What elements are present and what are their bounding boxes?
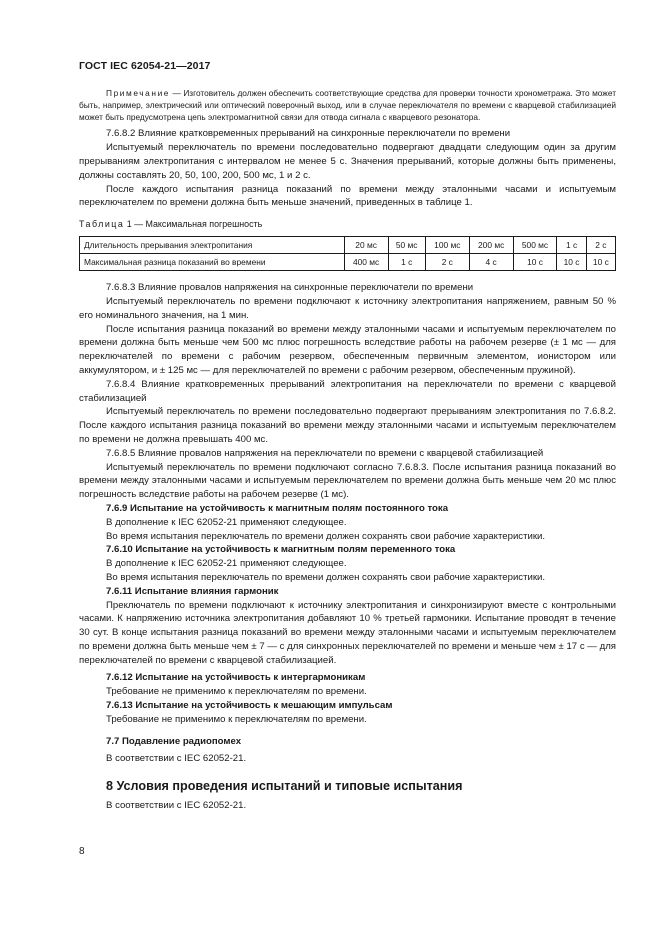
table-cell: 2 с <box>586 237 615 254</box>
table-cell: 2 с <box>425 254 469 271</box>
table-cell: 10 с <box>586 254 615 271</box>
paragraph: В дополнение к IEC 62052-21 применяют следующее. <box>106 558 347 570</box>
section-8-heading: 8 Условия проведения испытаний и типовые испытания <box>106 779 463 794</box>
max-error-table <box>79 236 616 271</box>
table-cell: 50 мс <box>388 237 425 254</box>
table-caption-label: Таблица <box>79 219 125 230</box>
document-code-header: ГОСТ IEC 62054-21—2017 <box>79 60 211 72</box>
section-7-7-heading: 7.7 Подавление радиопомех <box>106 735 242 747</box>
section-7-6-10-heading: 7.6.10 Испытание на устойчивость к магнитным полям переменного тока <box>106 544 456 556</box>
subsection-7-6-8-3-heading: 7.6.8.3 Влияние провалов напряжения на синхронные переключатели по времени <box>106 282 474 294</box>
note-paragraph <box>79 88 616 123</box>
paragraph: После каждого испытания разница показаний по времени между эталонными часами и испытуемым переключателем по времени должна быть меньше значений, приведенных в таблице 1. <box>79 183 616 209</box>
note-label: Примечание <box>106 88 171 98</box>
table-row <box>80 254 616 271</box>
table-row-label: Максимальная разница показаний во времени <box>80 254 345 271</box>
paragraph: В соответствии с IEC 62052-21. <box>106 753 247 765</box>
table-cell: 200 мс <box>469 237 513 254</box>
table-cell: 1 с <box>388 254 425 271</box>
paragraph: Требование не применимо к переключателям по времени. <box>106 713 367 725</box>
paragraph: Испытуемый переключатель по времени последовательно подвергают двадцати следующим один за другим прерываниям электропитания с интервалом не менее 5 с. Значения прерываний, которые должны быть применены, должны составлять 20, 50, 100, 200, 500 мс, 1 и 2 с. <box>79 142 616 181</box>
table-cell: 10 с <box>557 254 586 271</box>
table-cell: 20 мс <box>344 237 388 254</box>
section-7-6-11-heading: 7.6.11 Испытание влияния гармоник <box>106 585 279 597</box>
paragraph: Требование не применимо к переключателям по времени. <box>106 686 367 698</box>
table-cell: 500 мс <box>513 237 557 254</box>
paragraph: Испытуемый переключатель по времени подключают к источнику электропитания напряжением, равным 50 % его номинального значения, на 1 мин. <box>79 295 616 321</box>
table-cell: 10 с <box>513 254 557 271</box>
subsection-7-6-8-2-heading: 7.6.8.2 Влияние кратковременных прерываний на синхронные переключатели по времени <box>106 128 511 140</box>
subsection-7-6-8-5-heading: 7.6.8.5 Влияние провалов напряжения на переключатели по времени с кварцевой стабилизацией <box>106 447 544 459</box>
paragraph: После испытания разница показаний во времени между эталонными часами и испытуемым переключателем по времени должна быть меньше чем 500 мс плюс погрешность вследствие работы на рабочем резерве (± 1 мс — для переключателей по времени с рабочим резервом, обеспеченным первичным элементом, ионистором или аккумулятором, и ± 125 мс — для переключателей по времени с рабочим резервом, обеспеченным пружиной). <box>79 323 616 376</box>
table-row <box>80 237 616 254</box>
table-row-label: Длительность прерывания электропитания <box>80 237 345 254</box>
table-caption <box>79 218 616 230</box>
paragraph: В соответствии с IEC 62052-21. <box>106 800 247 812</box>
paragraph: Преключатель по времени подключают к источнику электропитания и синхронизируют вместе с контрольными часами. К напряжению источника электропитания добавляют 10 % третьей гармоники. Испытание проводят в течение 30 сут. В конце испытания разница показаний во времени между эталонными часами и испытуемым переключателем по времени должна быть меньше чем ± 7 — с для синхронных переключателей по времени и меньше чем ± 17 с — для переключателей по времени с кварцевой стабилизацией. <box>79 599 616 666</box>
paragraph: Во время испытания переключатель по времени должен сохранять свои рабочие характеристики. <box>106 530 546 542</box>
table-cell: 400 мс <box>344 254 388 271</box>
paragraph: Во время испытания переключатель по времени должен сохранять свои рабочие характеристики. <box>106 571 546 583</box>
note-text: — Изготовитель должен обеспечить соответствующие средства для проверки точности хронометража. Это может быть, например, электрический или оптический поверочный выход, или в случае переключателя по времени с кварцевой стабилизацией может быть предусмотрена цепь электромагнитной связи для отвода сигнала с кварцевого резонатора. <box>79 88 616 122</box>
table-cell: 4 с <box>469 254 513 271</box>
page-number: 8 <box>79 846 85 857</box>
page-content <box>79 88 616 813</box>
paragraph: Испытуемый переключатель по времени последовательно подвергают прерываниям электропитания по 7.6.8.2. После каждого испытания разница показаний во времени между эталонными часами и испытуемым переключателем по времени не должна превышать 400 мс. <box>79 406 616 445</box>
paragraph: В дополнение к IEC 62052-21 применяют следующее. <box>106 516 347 528</box>
table-caption-text: 1 — Максимальная погрешность <box>124 219 263 230</box>
table-cell: 1 с <box>557 237 586 254</box>
section-7-6-12-heading: 7.6.12 Испытание на устойчивость к интергармоникам <box>106 672 366 684</box>
paragraph: Испытуемый переключатель по времени подключают согласно 7.6.8.3. После испытания разница показаний во времени между эталонными часами и испытуемым переключателем по времени должна быть меньше чем 20 мс плюс погрешность вследствие работы на рабочем резерве (1 мс). <box>79 461 616 501</box>
subsection-7-6-8-4-heading: 7.6.8.4 Влияние кратковременных прерываний электропитания на переключатели по времени с кварцевой стабилизацией <box>79 378 616 404</box>
section-7-6-9-heading: 7.6.9 Испытание на устойчивость к магнитным полям постоянного тока <box>106 502 449 514</box>
table-cell: 100 мс <box>425 237 469 254</box>
section-7-6-13-heading: 7.6.13 Испытание на устойчивость к мешающим импульсам <box>106 700 393 712</box>
